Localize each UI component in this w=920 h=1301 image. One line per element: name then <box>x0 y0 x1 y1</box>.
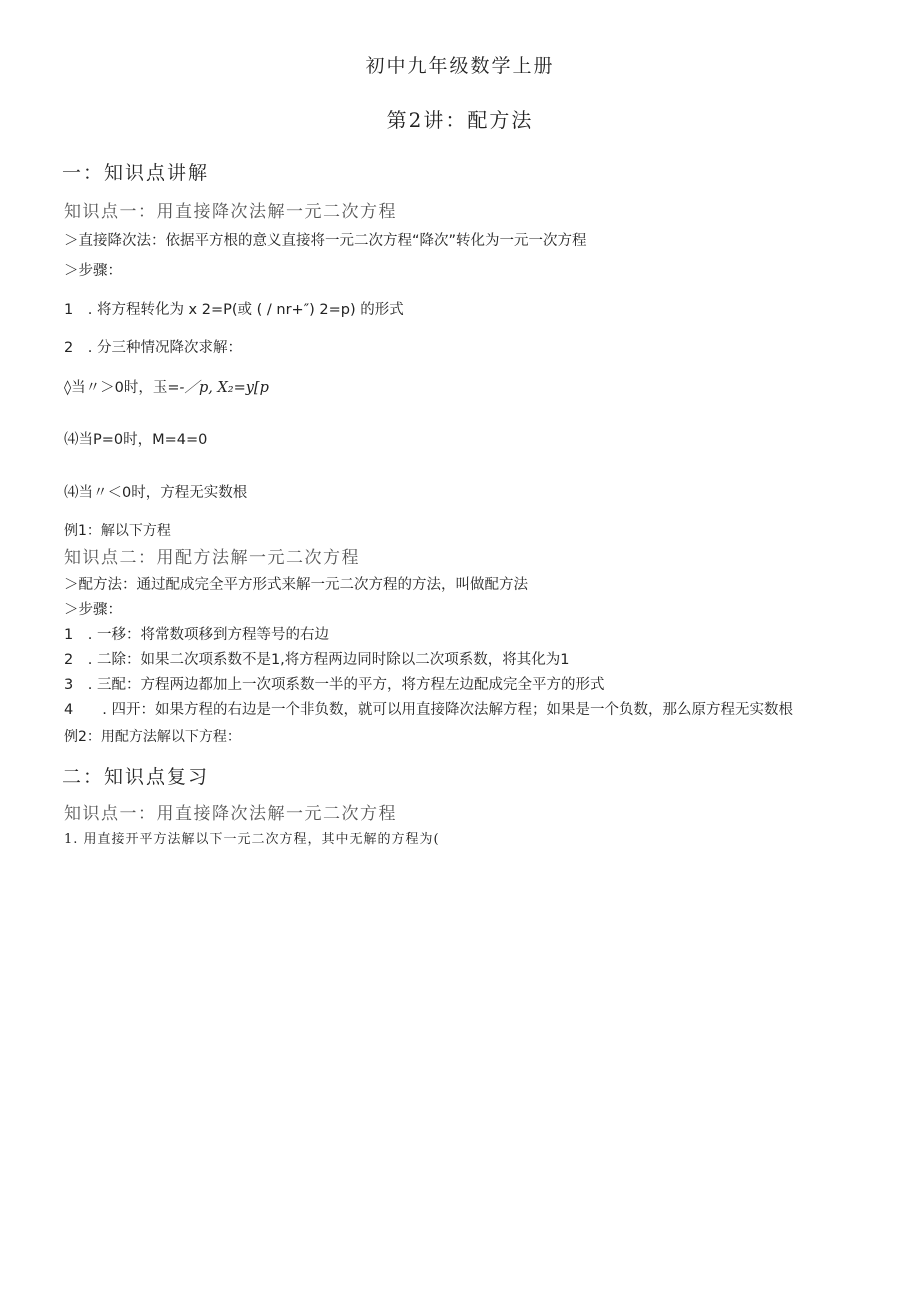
step-divide: 2 . 二除：如果二次项系数不是1,将方程两边同时除以二次项系数，将其化为1 <box>64 652 570 668</box>
step-root: 4 . 四开：如果方程的右边是一个非负数，就可以用直接降次法解方程；如果是一个负数，那么原方程无实数根 <box>64 702 793 718</box>
case-positive-label: ◊当〃＞0时，玉 <box>64 380 168 396</box>
review-point-1-title: 知识点一：用直接降次法解一元二次方程 <box>64 804 397 824</box>
knowledge-point-1-title: 知识点一：用直接降次法解一元二次方程 <box>64 202 397 222</box>
section-heading-review: 二：知识点复习 <box>62 766 210 788</box>
step-move: 1 . 一移：将常数项移到方程等号的右边 <box>64 627 329 643</box>
case-negative: ⑷当〃＜0时，方程无实数根 <box>64 485 248 501</box>
steps-label-2: ＞步骤： <box>64 602 122 618</box>
step-1-convert: 1 . 将方程转化为 x 2=P(或 ( / nr+″) 2=p) 的形式 <box>64 302 404 318</box>
steps-label-1: ＞步骤： <box>64 263 122 279</box>
doc-title: 初中九年级数学上册 <box>365 55 555 77</box>
direct-method-definition: ＞直接降次法：依据平方根的意义直接将一元二次方程“降次”转化为一元一次方程 <box>64 233 587 249</box>
case-zero: ⑷当P=0时，M=4=0 <box>64 432 208 448</box>
step-2-cases: 2 . 分三种情况降次求解： <box>64 340 242 356</box>
section-heading-explanation: 一：知识点讲解 <box>62 162 210 184</box>
lesson-title: 第2讲：配方法 <box>386 108 534 132</box>
review-question-1: 1. 用直接开平方法解以下一元二次方程，其中无解的方程为( <box>64 832 440 847</box>
completing-square-definition: ＞配方法：通过配成完全平方形式来解一元二次方程的方法，叫做配方法 <box>64 577 528 593</box>
example-2: 例2：用配方法解以下方程： <box>64 729 241 745</box>
case-positive <box>64 380 269 397</box>
knowledge-point-2-title: 知识点二：用配方法解一元二次方程 <box>64 548 360 568</box>
step-complete: 3 . 三配：方程两边都加上一次项系数一半的平方，将方程左边配成完全平方的形式 <box>64 677 605 693</box>
example-1: 例1：解以下方程 <box>64 523 171 539</box>
case-positive-formula: =-／p, X₂=y[p <box>167 380 269 396</box>
